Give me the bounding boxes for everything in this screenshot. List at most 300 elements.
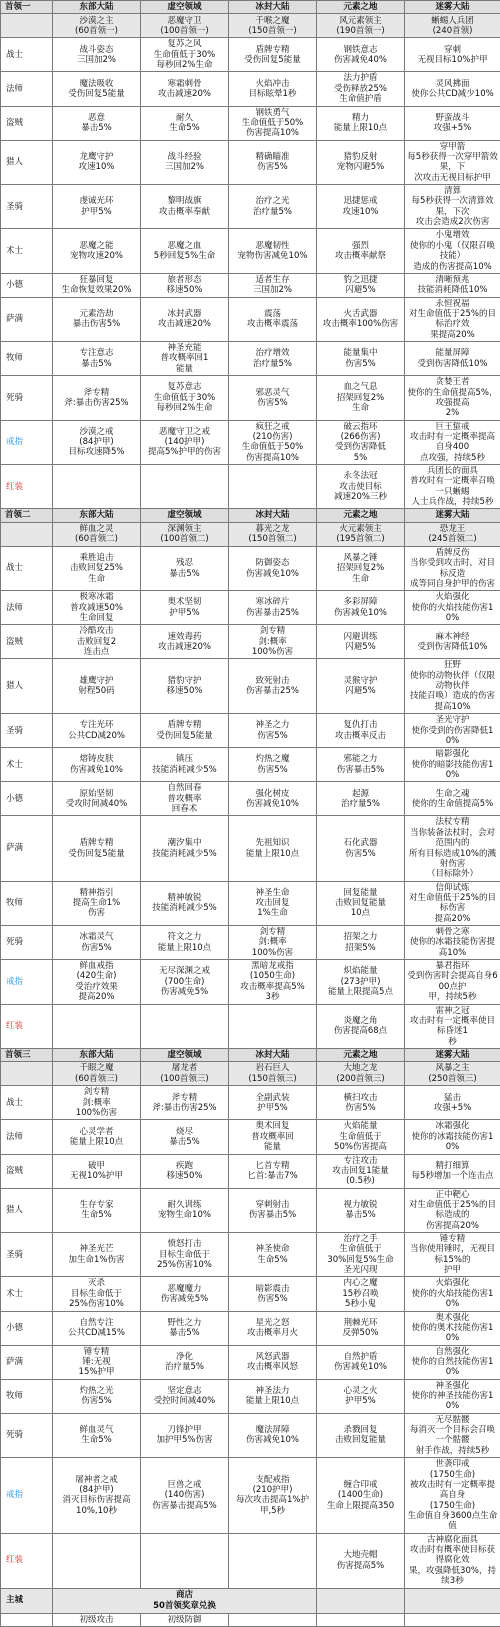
reward-cell: 元素浩劫 暴击伤害5% bbox=[53, 297, 141, 341]
table-row bbox=[1, 714, 500, 748]
boss-name: 暮光之龙 (150首领二) bbox=[229, 522, 317, 546]
reward-cell: 火舌武器 攻击概率100%伤害 bbox=[317, 297, 405, 341]
reward-cell: 炽焰能量 (273护甲) 能量上限提高5点 bbox=[317, 960, 405, 1004]
partial-empty bbox=[317, 1613, 405, 1626]
footer-row bbox=[1, 1588, 500, 1613]
reward-cell: 视力敏锐 暴击5% bbox=[317, 1188, 405, 1232]
reward-cell: 恶魔魔力 伤害减免5% bbox=[141, 1277, 229, 1311]
reward-cell: 魔法吸收 受伤回复5能量 bbox=[53, 72, 141, 106]
reward-cell: 自然护盾 伤害减免10% bbox=[317, 1345, 405, 1379]
reward-cell: 熔铸皮肤 伤害减免10% bbox=[53, 748, 141, 782]
reward-cell: 剑专精 剑:概率 100%伤害 bbox=[53, 1086, 141, 1120]
reward-cell: 狂暴回复 生命恢复效果20% bbox=[53, 273, 141, 297]
boss-name: 火元素领主 (195首领二) bbox=[317, 522, 405, 546]
table-row bbox=[1, 420, 500, 464]
class-label: 术士 bbox=[1, 1277, 53, 1311]
reward-cell: 锤专精 锤:无视 15%护甲 bbox=[53, 1345, 141, 1379]
table-row bbox=[1, 1379, 500, 1413]
reward-cell bbox=[53, 1533, 141, 1588]
reward-cell: 麻木神经 受到伤害降低10% bbox=[405, 625, 500, 659]
reward-cell bbox=[141, 1004, 229, 1048]
partial-cell: 初级防御 bbox=[141, 1613, 229, 1626]
reward-cell: 疾跑 移速50% bbox=[141, 1154, 229, 1188]
reward-cell: 豹之迅捷 闪避5% bbox=[317, 273, 405, 297]
class-label: 战士 bbox=[1, 38, 53, 72]
reward-cell: 屠神者之戒 (84护甲) 消灭目标伤害提高 10%,10秒 bbox=[53, 1458, 141, 1534]
class-label: 牧师 bbox=[1, 881, 53, 925]
reward-cell: 冰霜灵气 伤害5% bbox=[53, 926, 141, 960]
class-label: 法师 bbox=[1, 1120, 53, 1154]
reward-cell: 旅者形态 移速50% bbox=[141, 273, 229, 297]
reward-cell: 神圣生命 攻击回复 1%生命 bbox=[229, 881, 317, 925]
class-label: 圣骑 bbox=[1, 1233, 53, 1277]
reward-cell: 精神敏锐 技能消耗减少5% bbox=[141, 881, 229, 925]
reward-cell: 穿甲箭 每5秒获得一次穿甲箭效果，下 次攻击无视目标护甲 bbox=[405, 140, 500, 184]
reward-cell: 致死射击 伤害暴击25% bbox=[229, 659, 317, 714]
reward-cell: 专注光环 公共CD减20% bbox=[53, 714, 141, 748]
shop-cell: 商店 50首领奖章兑换 bbox=[53, 1588, 317, 1613]
reward-cell: 神圣强化 使你的神圣技能伤害10% bbox=[405, 1379, 500, 1413]
reward-cell: 炎魔之角 伤害提高68点 bbox=[317, 1004, 405, 1048]
reward-cell: 鲜血灵气 生命5% bbox=[53, 1413, 141, 1457]
reward-cell: 潮汐集中 技能消耗减少5% bbox=[141, 816, 229, 881]
table-row bbox=[1, 546, 500, 590]
reward-cell: 神圣光芒 加生命1%伤害 bbox=[53, 1233, 141, 1277]
reward-cell: 永恒祝福 对生命值低于25%的目标治疗效 果提高20% bbox=[405, 297, 500, 341]
class-label: 红装 bbox=[1, 1004, 53, 1048]
reward-cell: 狂野 使你的动物伙伴（仅限动物伙伴 技能召唤）造成的伤害提高10% bbox=[405, 659, 500, 714]
class-label: 小德 bbox=[1, 782, 53, 816]
class-label: 死骑 bbox=[1, 376, 53, 420]
boss-name: 鲜血之灵 (60首领二) bbox=[53, 522, 141, 546]
reward-cell: 法力护盾 受伤释放25% 生命值护盾 bbox=[317, 72, 405, 106]
region-header: 虚空领域 bbox=[141, 1048, 229, 1061]
table-row bbox=[1, 782, 500, 816]
table-row bbox=[1, 659, 500, 714]
reward-cell: 疯狂之戒 (210伤害) 生命值低于50% 伤害提高10% bbox=[229, 420, 317, 464]
table-row bbox=[1, 1086, 500, 1120]
reward-cell: 原始坚韧 受攻时间减40% bbox=[53, 782, 141, 816]
table-row bbox=[1, 881, 500, 925]
reward-cell: 生命之魂 使你的生命值提高5% bbox=[405, 782, 500, 816]
reward-cell: 兵团长的面具 普攻时有一定概率召唤一只蜥蜴 人士兵作战，持续5秒 bbox=[405, 465, 500, 509]
reward-cell: 穿刺 无视目标10%护甲 bbox=[405, 38, 500, 72]
reward-cell: 烧尽 暴击5% bbox=[141, 1120, 229, 1154]
reward-cell: 小鬼增效 使你的小鬼（仅限召唤技能） 造成的伤害提高10% bbox=[405, 229, 500, 273]
reward-cell: 猎豹反射 宠物闪避5% bbox=[317, 140, 405, 184]
reward-cell: 心灵之火 护甲5% bbox=[317, 1379, 405, 1413]
boss-name: 风元素领主 (190首领一) bbox=[317, 14, 405, 38]
region-header: 冰封大陆 bbox=[229, 1, 317, 14]
reward-cell: 乘胜追击 击败回复25% 生命 bbox=[53, 546, 141, 590]
reward-cell: 神圣充能 普攻概率回1 能量 bbox=[141, 342, 229, 376]
table-row bbox=[1, 297, 500, 341]
reward-cell: 盾牌反伤 当你受到攻击时，对目标反造 成等同自身护甲的伤害 bbox=[405, 546, 500, 590]
class-label: 术士 bbox=[1, 748, 53, 782]
boss-name: 岩石巨人 (150首领三) bbox=[229, 1062, 317, 1086]
boss-name: 屠龙者 (100首领三) bbox=[141, 1062, 229, 1086]
reward-cell: 复苏之风 生命值低于30% 每秒回2%生命 bbox=[141, 38, 229, 72]
reward-cell: 法杖专精 当你装备法杖时，会对范围内的 所有目标造成10%的溅射伤害 （目标除外） bbox=[405, 816, 500, 881]
reward-cell: 精确瞄准 伤害5% bbox=[229, 140, 317, 184]
table-row bbox=[1, 591, 500, 625]
reward-cell: 剑专精 剑:概率 100%伤害 bbox=[229, 926, 317, 960]
table-row bbox=[1, 342, 500, 376]
class-label: 红装 bbox=[1, 1533, 53, 1588]
class-label: 萨满 bbox=[1, 297, 53, 341]
class-label: 战士 bbox=[1, 546, 53, 590]
reward-cell: 世袭印戒 (1750生命) 被攻击时有一定概率提高自身 (1750生命) 生命值自身3600点生命值 bbox=[405, 1458, 500, 1534]
class-label: 小德 bbox=[1, 1311, 53, 1345]
boss-row bbox=[1, 1062, 500, 1086]
table-row bbox=[1, 1458, 500, 1534]
region-header: 东部大陆 bbox=[53, 1048, 141, 1061]
boss-name: 风暴之主 (250首领三) bbox=[405, 1062, 500, 1086]
class-label: 猎人 bbox=[1, 140, 53, 184]
reward-cell: 火焰能量 生命值低于 50%伤害提高 bbox=[317, 1120, 405, 1154]
reward-cell: 愤怒打击 目标生命低于 25%伤害10% bbox=[141, 1233, 229, 1277]
class-label: 萨满 bbox=[1, 816, 53, 881]
reward-cell: 支配戒指 (210护甲) 每次攻击提高1%护甲,5秒 bbox=[229, 1458, 317, 1534]
reward-cell: 斧专精 斧:暴击伤害25% bbox=[141, 1086, 229, 1120]
reward-cell bbox=[229, 1533, 317, 1588]
reward-cell bbox=[53, 465, 141, 509]
reward-cell: 冷酷攻击 击败回复2 连击点 bbox=[53, 625, 141, 659]
class-label: 圣骑 bbox=[1, 185, 53, 229]
region-header: 虚空领域 bbox=[141, 1, 229, 14]
class-label: 盗贼 bbox=[1, 625, 53, 659]
table-row bbox=[1, 72, 500, 106]
reward-cell: 奥术坚韧 护甲5% bbox=[141, 591, 229, 625]
reward-cell: 暗影强化 使你的暗影技能伤害10% bbox=[405, 748, 500, 782]
reward-cell: 巨兽之戒 (140伤害) 伤害暴击提高5% bbox=[141, 1458, 229, 1534]
reward-cell: 精打细算 每5秒增加一个连击点 bbox=[405, 1154, 500, 1188]
class-label: 牧师 bbox=[1, 342, 53, 376]
reward-cell bbox=[229, 1004, 317, 1048]
class-label: 戒指 bbox=[1, 960, 53, 1004]
region-header: 迷雾大陆 bbox=[405, 1, 500, 14]
reward-cell: 镇压 技能消耗减少5% bbox=[141, 748, 229, 782]
reward-cell: 寒霜刺骨 攻击减速20% bbox=[141, 72, 229, 106]
reward-cell: 盾牌专精 受伤回复5能量 bbox=[141, 714, 229, 748]
region-header: 东部大陆 bbox=[53, 509, 141, 522]
table-row bbox=[1, 1311, 500, 1345]
reward-cell: 缠合印戒 (1400生命) 生命上限提高350 bbox=[317, 1458, 405, 1534]
reward-cell: 龙鹰守护 攻速10% bbox=[53, 140, 141, 184]
reward-cell: 迅捷惩戒 攻速10% bbox=[317, 185, 405, 229]
reward-cell: 自然专注 公共CD减15% bbox=[53, 1311, 141, 1345]
class-label: 战士 bbox=[1, 1086, 53, 1120]
footer-empty bbox=[317, 1588, 405, 1613]
reward-cell: 钢铁意志 伤害减免40% bbox=[317, 38, 405, 72]
boss-name: 恶魔守卫 (100首领一) bbox=[141, 14, 229, 38]
reward-cell: 极寒冰霜 普攻减速50% 生命回复 bbox=[53, 591, 141, 625]
reward-cell: 火焰强化 使你的火焰技能伤害10% bbox=[405, 1277, 500, 1311]
reward-cell: 精神指引 提高生命1% 伤害 bbox=[53, 881, 141, 925]
reward-cell: 恶魔之血 5秒回复5%生命 bbox=[141, 229, 229, 273]
reward-cell: 盾牌专精 受伤回复5能量 bbox=[53, 816, 141, 881]
region-header: 迷雾大陆 bbox=[405, 1048, 500, 1061]
reward-cell: 神圣之力 伤害5% bbox=[229, 714, 317, 748]
reward-cell: 暗影震击 伤害5% bbox=[229, 1277, 317, 1311]
region-header: 冰封大陆 bbox=[229, 1048, 317, 1061]
reward-cell: 治疗之手 生命值低于 30%回复5%生命 圣光闪现 bbox=[317, 1233, 405, 1277]
reward-cell: 防御姿态 伤害减免10% bbox=[229, 546, 317, 590]
region-header: 元素之地 bbox=[317, 1048, 405, 1061]
reward-cell: 杀戮回复 击败回复能量 bbox=[317, 1413, 405, 1457]
reward-cell: 耐久训练 宠物生命10% bbox=[141, 1188, 229, 1232]
reward-cell: 残忍 暴击5% bbox=[141, 546, 229, 590]
reward-cell: 圣光守护 使你受到的伤害降低10% bbox=[405, 714, 500, 748]
reward-cell: 生存专家 生命5% bbox=[53, 1188, 141, 1232]
reward-cell: 起源 治疗量5% bbox=[317, 782, 405, 816]
table-row bbox=[1, 1154, 500, 1188]
region-header: 迷雾大陆 bbox=[405, 509, 500, 522]
reward-cell: 能量屏障 受到伤害降低10% bbox=[405, 342, 500, 376]
reward-cell: 恶魔守卫之戒 (140护甲) 提高5%护甲的伤害 bbox=[141, 420, 229, 464]
table-row bbox=[1, 1533, 500, 1588]
reward-cell: 战斗姿态 三国加2% bbox=[53, 38, 141, 72]
reward-cell: 精力 能量上限10点 bbox=[317, 106, 405, 140]
reward-cell: 古神腐化面具 攻击时有概率使目标获得腐化效 果，攻强降低30%，持续3秒 bbox=[405, 1533, 500, 1588]
region-header: 东部大陆 bbox=[53, 1, 141, 14]
reward-cell: 恶魔韧性 宠物伤害减免10% bbox=[229, 229, 317, 273]
reward-cell: 魔法屏障 伤害减免10% bbox=[229, 1413, 317, 1457]
table-row bbox=[1, 1004, 500, 1048]
class-label: 圣骑 bbox=[1, 714, 53, 748]
class-label: 萨满 bbox=[1, 1345, 53, 1379]
reward-cell: 破甲 无视10%护甲 bbox=[53, 1154, 141, 1188]
reward-cell: 鲜血戒指 (420生命) 受治疗效果 提高20% bbox=[53, 960, 141, 1004]
reward-cell: 邪恶灵气 伤害5% bbox=[229, 376, 317, 420]
boss-row bbox=[1, 14, 500, 38]
reward-cell: 盾牌专精 受伤回复5能量 bbox=[229, 38, 317, 72]
boss-name: 千喉之魔 (150首领一) bbox=[229, 14, 317, 38]
class-label: 法师 bbox=[1, 591, 53, 625]
reward-cell: 匕首专精 匕首:暴击7% bbox=[229, 1154, 317, 1188]
reward-cell: 沙漠之戒 (84护甲) 目标攻速降5% bbox=[53, 420, 141, 464]
partial-empty bbox=[229, 1613, 317, 1626]
section-title: 首领一 bbox=[1, 1, 53, 14]
reward-cell: 多彩屏障 伤害减免10% bbox=[317, 591, 405, 625]
partial-row bbox=[1, 1613, 500, 1626]
reward-cell: 寒冰碎片 伤害暴击25% bbox=[229, 591, 317, 625]
reward-cell: 震荡 攻击概率震荡 bbox=[229, 297, 317, 341]
reward-cell: 石化武器 伤害5% bbox=[317, 816, 405, 881]
reward-cell: 永冬法冠 攻击使目标 减速20%三秒 bbox=[317, 465, 405, 509]
reward-cell: 复仇打击 攻击概率反击 bbox=[317, 714, 405, 748]
region-header: 冰封大陆 bbox=[229, 509, 317, 522]
reward-cell: 信仰试炼 对生命值低于25%的目标伤害 提高20% bbox=[405, 881, 500, 925]
reward-cell: 适者生存 三国加2% bbox=[229, 273, 317, 297]
reward-cell: 冰霜强化 使你的冰霜技能伤害10% bbox=[405, 1120, 500, 1154]
reward-cell: 复苏意志 生命值低于30% 每秒回2%生命 bbox=[141, 376, 229, 420]
section-title: 首领二 bbox=[1, 509, 53, 522]
reward-cell: 治疗增效 治疗量5% bbox=[229, 342, 317, 376]
reward-cell: 能量集中 伤害5% bbox=[317, 342, 405, 376]
boss-name: 深渊领主 (100首领二) bbox=[141, 522, 229, 546]
reward-cell: 冰封武器 攻击减速20% bbox=[141, 297, 229, 341]
reward-cell: 内心之魔 15秒召唤 5秒小鬼 bbox=[317, 1277, 405, 1311]
reward-cell: 邪能之力 伤害暴击5% bbox=[317, 748, 405, 782]
footer-empty bbox=[405, 1588, 500, 1613]
reward-cell: 专注意志 暴击5% bbox=[53, 342, 141, 376]
reward-cell: 雷神之冠 攻击时有一定概率使目标昏迷1 秒 bbox=[405, 1004, 500, 1048]
boss-row-spacer bbox=[1, 522, 53, 546]
reward-cell: 专注攻击 攻击回复1能量 (0.5秒) bbox=[317, 1154, 405, 1188]
table-row bbox=[1, 1120, 500, 1154]
reward-cell: 钢铁勇气 生命值低于50% 伤害提高10% bbox=[229, 106, 317, 140]
reward-cell: 破云指环 (266伤害) 受到伤害降低 5% bbox=[317, 420, 405, 464]
reward-cell: 雄鹰守护 射程50码 bbox=[53, 659, 141, 714]
reward-cell: 黎明战旗 攻击概率奉献 bbox=[141, 185, 229, 229]
partial-empty bbox=[405, 1613, 500, 1626]
reward-cell: 灵风拂面 使你公共CD减少10% bbox=[405, 72, 500, 106]
partial-cell: 初级攻击 bbox=[53, 1613, 141, 1626]
reward-cell: 灼热之光 伤害5% bbox=[53, 1379, 141, 1413]
partial-empty bbox=[1, 1613, 53, 1626]
reward-cell: 强化树皮 伤害减免10% bbox=[229, 782, 317, 816]
region-header: 元素之地 bbox=[317, 509, 405, 522]
reward-cell: 星光之怒 攻击概率月火 bbox=[229, 1311, 317, 1345]
reward-cell: 回复能量 击败回复能量 10点 bbox=[317, 881, 405, 925]
table-row bbox=[1, 1233, 500, 1277]
boss-name: 千眼之魔 (60首领三) bbox=[53, 1062, 141, 1086]
boss-row-spacer bbox=[1, 14, 53, 38]
table-row bbox=[1, 229, 500, 273]
class-label: 法师 bbox=[1, 72, 53, 106]
reward-cell: 虔诚光环 护甲5% bbox=[53, 185, 141, 229]
table-row bbox=[1, 748, 500, 782]
reward-cell: 恶意 暴击5% bbox=[53, 106, 141, 140]
reward-cell: 先祖知识 能量上限10点 bbox=[229, 816, 317, 881]
reward-cell: 神圣法力 能量上限10点 bbox=[229, 1379, 317, 1413]
table-row bbox=[1, 106, 500, 140]
class-label: 小德 bbox=[1, 273, 53, 297]
reward-cell: 风暴之锤 招架回复2% 生命 bbox=[317, 546, 405, 590]
reward-cell: 猛击 攻强+5% bbox=[405, 1086, 500, 1120]
section-header-row bbox=[1, 509, 500, 522]
reward-cell: 全副武装 护甲5% bbox=[229, 1086, 317, 1120]
reward-cell: 清算 每5秒获得一次清算效果，下次 攻击会造成2次伤害 bbox=[405, 185, 500, 229]
class-label: 红装 bbox=[1, 465, 53, 509]
table-body bbox=[1, 1, 500, 1627]
table-row bbox=[1, 960, 500, 1004]
section-title: 首领三 bbox=[1, 1048, 53, 1061]
boss-name: 恐龙王 (245首领二) bbox=[405, 522, 500, 546]
reward-cell: 贪婪王者 使你的生命值提高5%，攻强提高 2% bbox=[405, 376, 500, 420]
reward-cell: 大地壳帽 伤害提高5% bbox=[317, 1533, 405, 1588]
table-row bbox=[1, 273, 500, 297]
reward-cell: 自然强化 使你的自然技能伤害10% bbox=[405, 1345, 500, 1379]
table-row bbox=[1, 140, 500, 184]
reward-cell: 血之气息 招架回复2% 生命 bbox=[317, 376, 405, 420]
reward-cell: 无尽深渊之戒 (700生命) 伤害减免5% bbox=[141, 960, 229, 1004]
reward-cell: 净化 治疗量5% bbox=[141, 1345, 229, 1379]
class-label: 猎人 bbox=[1, 1188, 53, 1232]
reward-cell: 野蛮战斗 攻强+5% bbox=[405, 106, 500, 140]
class-label: 死骑 bbox=[1, 1413, 53, 1457]
reward-cell: 清晰预兆 技能消耗降低10% bbox=[405, 273, 500, 297]
reward-cell: 心灵学者 能量上限10点 bbox=[53, 1120, 141, 1154]
reward-cell bbox=[141, 465, 229, 509]
boss-name: 沙漠之主 (60首领一) bbox=[53, 14, 141, 38]
reward-cell: 穿刺射击 伤害暴击5% bbox=[229, 1188, 317, 1232]
reward-cell: 刺骨之寒 使你的冰霜技能伤害提高10% bbox=[405, 926, 500, 960]
table-row bbox=[1, 1413, 500, 1457]
reward-cell bbox=[229, 465, 317, 509]
class-label: 猎人 bbox=[1, 659, 53, 714]
reward-cell: 风怒武器 攻击概率风怒 bbox=[229, 1345, 317, 1379]
table-row bbox=[1, 38, 500, 72]
reward-cell: 速效毒药 攻击减速20% bbox=[141, 625, 229, 659]
reward-cell: 奥术回复 普攻概率回 能量 bbox=[229, 1120, 317, 1154]
footer-label: 主城 bbox=[1, 1588, 53, 1613]
class-label: 盗贼 bbox=[1, 1154, 53, 1188]
section-header-row bbox=[1, 1, 500, 14]
reward-cell bbox=[141, 1533, 229, 1588]
reward-cell: 正中靶心 对生命值低于25%的目标造成的 伤害提高20% bbox=[405, 1188, 500, 1232]
table-row bbox=[1, 926, 500, 960]
boss-row-spacer bbox=[1, 1062, 53, 1086]
boss-name: 蜥蜴人兵团 (240首领) bbox=[405, 14, 500, 38]
class-label: 盗贼 bbox=[1, 106, 53, 140]
reward-cell: 灼热之魔 伤害5% bbox=[229, 748, 317, 782]
section-header-row bbox=[1, 1048, 500, 1061]
region-header: 元素之地 bbox=[317, 1, 405, 14]
class-label: 戒指 bbox=[1, 1458, 53, 1534]
reward-cell: 荆棘光环 反弹50% bbox=[317, 1311, 405, 1345]
reward-cell: 灭杀 目标生命低于 25%伤害10% bbox=[53, 1277, 141, 1311]
reward-cell: 黑暗龙戒指 (1050生命) 攻击概率提高5% 3秒 bbox=[229, 960, 317, 1004]
reward-cell: 战斗经验 三国加2% bbox=[141, 140, 229, 184]
reward-cell: 火焰强化 使你的火焰技能伤害10% bbox=[405, 591, 500, 625]
reward-cell bbox=[53, 1004, 141, 1048]
reward-cell: 强烈 攻击概率献祭 bbox=[317, 229, 405, 273]
reward-cell: 符文之力 能量上限10点 bbox=[141, 926, 229, 960]
class-label: 戒指 bbox=[1, 420, 53, 464]
reward-cell: 招架之力 招架5% bbox=[317, 926, 405, 960]
boss-name: 大地之龙 (200首领三) bbox=[317, 1062, 405, 1086]
table-row bbox=[1, 816, 500, 881]
reward-cell: 灵猴守护 闪避5% bbox=[317, 659, 405, 714]
reward-cell: 剑专精 剑:概率 100%伤害 bbox=[229, 625, 317, 659]
reward-cell: 暴君指环 受到伤害时会提高自身600点护 甲，持续5秒 bbox=[405, 960, 500, 1004]
table-row bbox=[1, 185, 500, 229]
reward-cell: 耐久 生命5% bbox=[141, 106, 229, 140]
reward-cell: 巨王蜇戒 攻击时有一定概率提高自身400 点攻强，持续5秒 bbox=[405, 420, 500, 464]
table-row bbox=[1, 1277, 500, 1311]
table-row bbox=[1, 376, 500, 420]
reward-cell: 横扫攻击 伤害5% bbox=[317, 1086, 405, 1120]
reward-cell: 恶魔之能 宠物攻速20% bbox=[53, 229, 141, 273]
reward-cell: 奥术强化 使你的奥术技能伤害10% bbox=[405, 1311, 500, 1345]
boss-row bbox=[1, 522, 500, 546]
reward-cell: 无尽骷髅 每消灭一个目标会召唤一个骷髅 射手作战，持续5秒 bbox=[405, 1413, 500, 1457]
reward-cell: 神圣使命 生命5% bbox=[229, 1233, 317, 1277]
table-row bbox=[1, 1188, 500, 1232]
reward-cell: 锤专精 当你使用锤时，无视目标15%的 护甲 bbox=[405, 1233, 500, 1277]
reward-cell: 坚定意志 受控时间减40% bbox=[141, 1379, 229, 1413]
reward-cell: 野性之力 暴击5% bbox=[141, 1311, 229, 1345]
table-row bbox=[1, 625, 500, 659]
reward-cell: 刀锋护甲 加护甲5%伤害 bbox=[141, 1413, 229, 1457]
reward-cell: 斧专精 斧:暴击伤害25% bbox=[53, 376, 141, 420]
reward-cell: 闪避训练 闪避5% bbox=[317, 625, 405, 659]
reward-cell: 自然回春 普攻概率 回春术 bbox=[141, 782, 229, 816]
reward-cell: 治疗之光 治疗量5% bbox=[229, 185, 317, 229]
region-header: 虚空领域 bbox=[141, 509, 229, 522]
